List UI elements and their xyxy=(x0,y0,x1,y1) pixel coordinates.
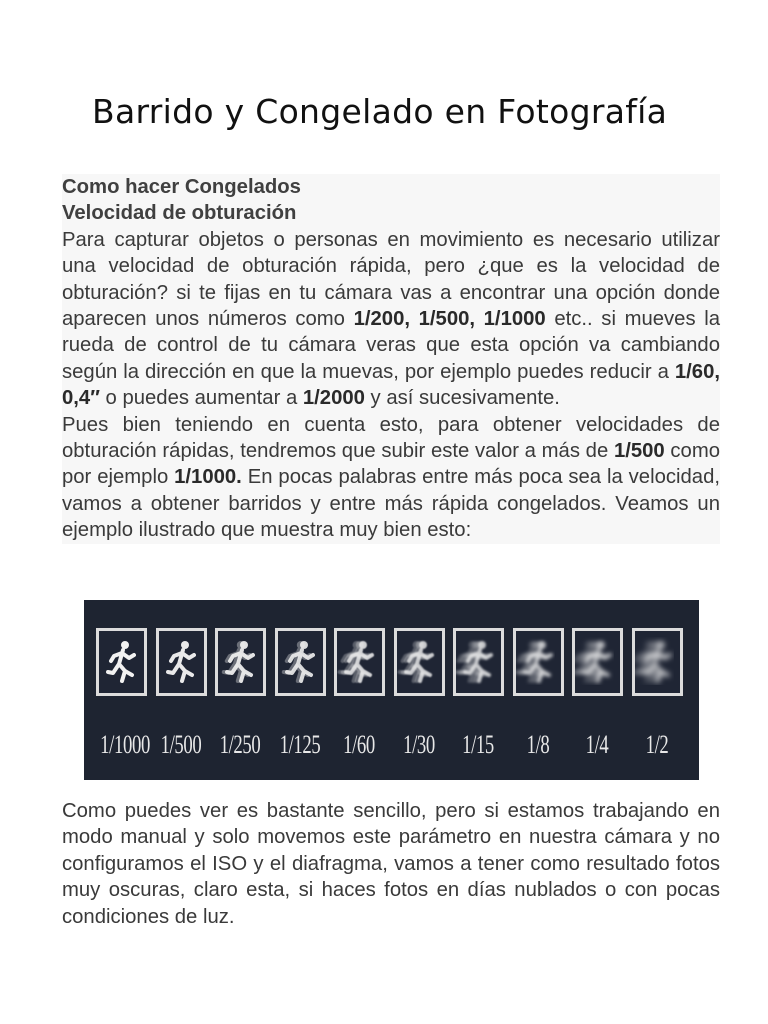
shutter-speed-label: 1/250 xyxy=(219,730,261,759)
running-person-icon xyxy=(397,631,442,693)
article-body xyxy=(62,174,720,544)
running-person-icon xyxy=(99,631,144,693)
running-person-icon xyxy=(456,631,501,693)
paragraph-fast-speeds xyxy=(62,412,720,544)
shutter-speed-label: 1/1000 xyxy=(100,730,150,759)
shutter-speed-label: 1/500 xyxy=(160,730,201,759)
shutter-frame xyxy=(394,628,445,696)
page-title: Barrido y Congelado en Fotografía xyxy=(92,92,668,131)
running-person-icon xyxy=(159,631,204,693)
shutter-frame xyxy=(513,628,564,696)
shutter-speed-label: 1/4 xyxy=(585,730,609,759)
running-person-icon xyxy=(278,631,323,693)
bold-run: 1/1000. xyxy=(174,466,242,489)
text-run: y así sucesivamente. xyxy=(364,387,560,410)
paragraph-shutter-speed xyxy=(62,227,720,412)
text-run: etc.. si mueves la rueda de control de tu cámara veras que esta opción va cambiando según la dirección en que la muevas, por ejemplo puedes reducir a xyxy=(62,308,721,383)
shutter-frame xyxy=(215,628,266,696)
shutter-speed-illustration xyxy=(84,600,699,780)
shutter-speed-label: 1/125 xyxy=(279,730,320,759)
text-run: o puedes aumentar a xyxy=(99,387,303,410)
conclusion-text: Como puedes ver es bastante sencillo, pero si estamos trabajando en modo manual y solo movemos este parámetro en nuestra cámara y no configuramos el ISO y el diafragma, vamos a tener como resultado fotos muy oscuras, claro esta, si haces fotos en días nublados o con pocas condiciones de luz. xyxy=(62,800,720,928)
section-heading: Como hacer Congelados xyxy=(62,176,301,198)
shutter-frame xyxy=(632,628,683,696)
bold-run: 1/2000 xyxy=(302,387,365,410)
text-run: como por ejemplo xyxy=(62,440,720,489)
running-person-icon xyxy=(575,631,620,693)
shutter-speed-label: 1/2 xyxy=(645,730,668,759)
bold-run: 1/200, 1/500, 1/1000 xyxy=(353,308,546,331)
shutter-frame xyxy=(96,628,147,696)
paragraph-conclusion xyxy=(62,798,720,930)
running-person-icon xyxy=(218,631,263,693)
text-run: Pues bien teniendo en cuenta esto, para obtener velocidades de obturación rápidas, tendremos que subir este valor a más de xyxy=(62,413,720,463)
sub-heading: Velocidad de obturación xyxy=(62,202,297,225)
running-person-icon xyxy=(516,631,561,693)
bold-run: 1/500 xyxy=(613,440,665,463)
shutter-speed-label: 1/15 xyxy=(462,730,494,759)
running-person-icon xyxy=(635,631,680,693)
shutter-frame xyxy=(275,628,326,696)
shutter-frame xyxy=(453,628,504,696)
running-person-icon xyxy=(337,631,382,693)
shutter-speed-label: 1/8 xyxy=(526,730,549,759)
shutter-speed-label: 1/30 xyxy=(402,730,435,759)
text-run: En pocas palabras entre más poca sea la velocidad, vamos a obtener barridos y entre más rápida congelados. Veamos un ejemplo ilustrado que muestra muy bien esto: xyxy=(62,466,720,542)
text-run: Para capturar objetos o personas en movimiento es necesario utilizar una velocidad de obturación rápida, pero ¿que es la velocidad de obturación? si te fijas en tu cámara vas a encontrar una opción donde aparecen unos números como xyxy=(62,228,720,331)
bold-run: 1/60, 0,4″ xyxy=(62,360,720,410)
shutter-frame xyxy=(156,628,207,696)
shutter-speed-label: 1/60 xyxy=(343,730,375,759)
shutter-frame xyxy=(572,628,623,696)
shutter-frame xyxy=(334,628,385,696)
